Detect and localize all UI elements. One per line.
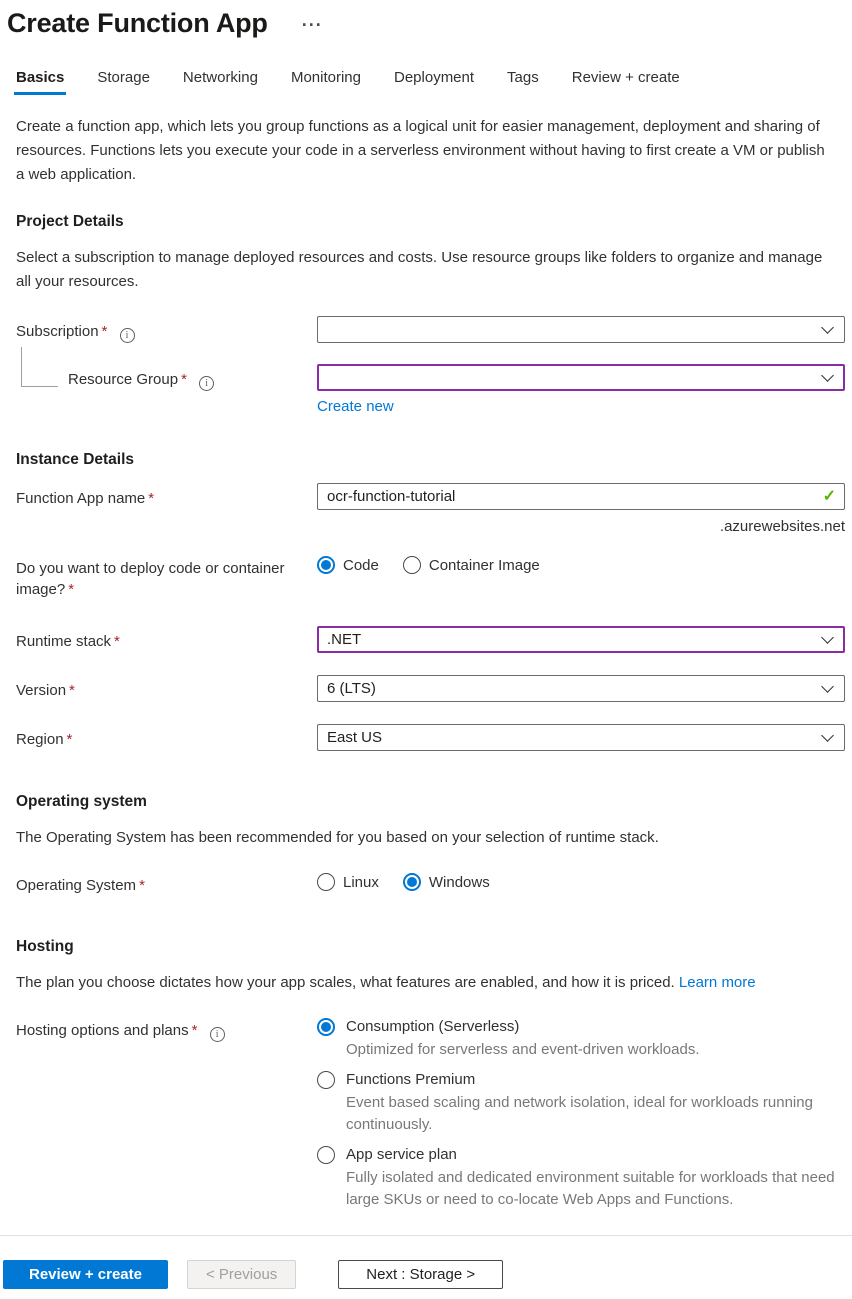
runtime-stack-label: Runtime stack: [16, 633, 112, 650]
tab-tags[interactable]: Tags: [507, 69, 539, 86]
hosting-options-row: [0, 1015, 852, 1211]
page-title: Create Function App: [7, 8, 268, 38]
hierarchy-connector: [21, 347, 58, 387]
hosting-description: The plan you choose dictates how your app scales, what features are enabled, and how it is priced. Learn more: [16, 971, 836, 995]
create-new-link[interactable]: Create new: [317, 398, 394, 415]
section-heading-hosting: Hosting: [16, 938, 74, 955]
section-heading-operating-system: Operating system: [16, 793, 147, 810]
required-marker: *: [101, 323, 108, 340]
operating-system-row: [0, 870, 852, 896]
wizard-footer: [0, 1235, 852, 1289]
review-create-button[interactable]: Review + create: [3, 1260, 168, 1289]
radio-unselected-icon: [317, 873, 335, 891]
radio-unselected-icon: [403, 556, 421, 574]
required-marker: *: [148, 490, 155, 507]
operating-system-label: Operating System: [16, 877, 137, 894]
deploy-mode-row: [0, 553, 852, 600]
deploy-mode-radio-group: [317, 553, 845, 574]
radio-selected-icon: [403, 873, 421, 891]
hosting-options-label: Hosting options and plans: [16, 1022, 189, 1039]
section-heading-instance-details: Instance Details: [16, 451, 135, 468]
required-marker: *: [191, 1022, 198, 1039]
info-icon[interactable]: i: [199, 376, 214, 391]
subscription-row: [0, 316, 852, 343]
required-marker: *: [139, 877, 145, 894]
chevron-down-icon: [821, 321, 834, 334]
chevron-down-icon: [821, 631, 834, 644]
runtime-stack-row: [0, 626, 852, 653]
radio-code[interactable]: Code: [317, 556, 379, 574]
radio-unselected-icon: [317, 1071, 335, 1089]
radio-functions-premium[interactable]: Functions Premium Event based scaling and network isolation, ideal for workloads running continuously.: [317, 1070, 845, 1136]
page-header: [0, 0, 852, 39]
required-marker: *: [66, 731, 73, 748]
subscription-select[interactable]: [317, 316, 845, 343]
intro-text: Create a function app, which lets you group functions as a logical unit for easier management, deployment and sharing of resources. Functions lets you execute your code in a serverless environment without having to first create a VM or publish a web application.: [16, 118, 825, 183]
valid-check-icon: ✓: [822, 488, 836, 505]
operating-system-description: The Operating System has been recommended for you based on your selection of runtime stack.: [16, 829, 659, 846]
required-marker: *: [114, 633, 120, 650]
chevron-down-icon: [821, 680, 834, 693]
resource-group-row: [0, 364, 852, 415]
version-row: [0, 675, 852, 702]
more-options-button[interactable]: [301, 14, 323, 35]
tab-basics[interactable]: Basics: [16, 69, 64, 95]
runtime-stack-value: .NET: [327, 631, 362, 648]
tab-bar: [0, 69, 852, 95]
project-details-description: Select a subscription to manage deployed resources and costs. Use resource groups like folders to organize and manage all your resources.: [16, 249, 823, 290]
version-value: 6 (LTS): [327, 680, 376, 697]
previous-button[interactable]: < Previous: [187, 1260, 296, 1289]
radio-app-service-plan[interactable]: App service plan Fully isolated and dedicated environment suitable for workloads that need large SKUs or need to co-locate Web Apps and Functions.: [317, 1145, 845, 1211]
function-app-name-input[interactable]: [317, 483, 845, 510]
info-icon[interactable]: i: [120, 328, 135, 343]
chevron-down-icon: [821, 369, 834, 382]
chevron-down-icon: [821, 729, 834, 742]
region-value: East US: [327, 729, 383, 746]
tab-deployment[interactable]: Deployment: [394, 69, 475, 86]
learn-more-link[interactable]: Learn more: [678, 974, 756, 991]
section-heading-project-details: Project Details: [16, 213, 124, 230]
version-select[interactable]: [317, 675, 845, 702]
hosting-options-radio-group: [317, 1015, 845, 1211]
required-marker: *: [181, 371, 187, 388]
tab-review-create[interactable]: Review + create: [571, 69, 680, 86]
radio-unselected-icon: [317, 1146, 335, 1164]
region-label: Region: [16, 731, 64, 748]
runtime-stack-select[interactable]: [317, 626, 845, 653]
function-app-name-label: Function App name: [16, 490, 146, 507]
operating-system-radio-group: [317, 870, 845, 891]
radio-linux[interactable]: Linux: [317, 873, 379, 891]
radio-windows[interactable]: Windows: [403, 873, 490, 891]
resource-group-select[interactable]: [317, 364, 845, 391]
radio-selected-icon: [317, 1018, 335, 1036]
radio-container-image[interactable]: Container Image: [403, 556, 540, 574]
region-select[interactable]: [317, 724, 845, 751]
version-label: Version: [16, 682, 67, 699]
subscription-label: Subscription: [16, 323, 99, 340]
function-app-name-row: [0, 483, 852, 535]
tab-monitoring[interactable]: Monitoring: [290, 69, 361, 86]
info-icon[interactable]: i: [210, 1027, 225, 1042]
tab-storage[interactable]: Storage: [97, 69, 150, 86]
required-marker: *: [68, 581, 75, 598]
region-row: [0, 724, 852, 751]
deploy-mode-label: Do you want to deploy code or container image?: [16, 560, 285, 598]
radio-selected-icon: [317, 556, 335, 574]
required-marker: *: [69, 682, 75, 699]
more-options-icon: ···: [301, 14, 323, 35]
next-storage-button[interactable]: Next : Storage >: [338, 1260, 503, 1289]
resource-group-label: Resource Group: [68, 371, 179, 388]
domain-suffix: .azurewebsites.net: [719, 518, 845, 535]
radio-consumption-serverless[interactable]: Consumption (Serverless) Optimized for serverless and event-driven workloads.: [317, 1017, 845, 1061]
tab-networking[interactable]: Networking: [182, 69, 258, 86]
